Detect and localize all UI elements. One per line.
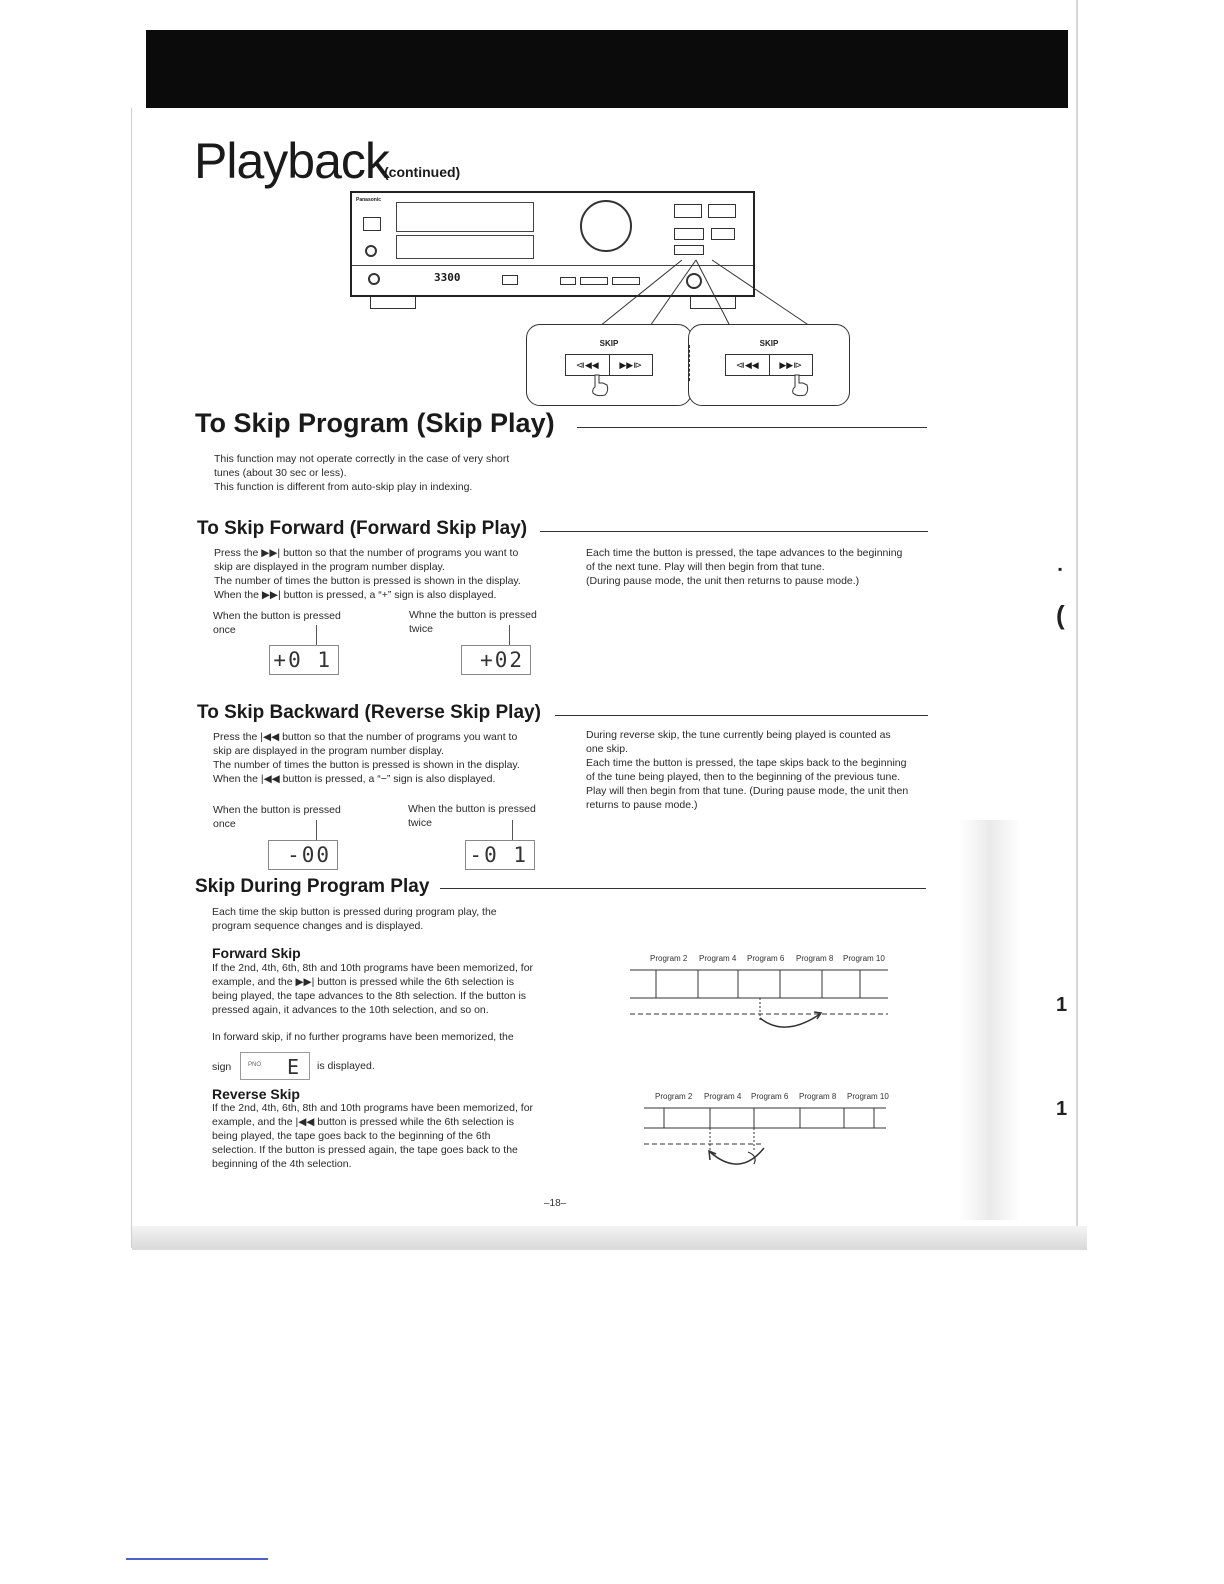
forward-skip-note: In forward skip, if no further programs have been memorized, the — [212, 1031, 514, 1043]
link-underline — [126, 1558, 268, 1560]
skip-backward-text: Press the |◀◀ button so that the number of programs you want to skip are displayed in the program number display. The number of times the button is pressed is shown in the display. When the |◀◀ button is pressed, a “−” sign is also displayed. — [213, 731, 520, 785]
play-button-icon — [674, 204, 702, 218]
skip-forward-icon: ▶▶⧐ — [769, 355, 813, 375]
section-rule — [440, 888, 926, 889]
deck-foot-left — [370, 297, 416, 309]
pause-button-icon — [708, 204, 736, 218]
skip-backward-heading: To Skip Backward (Reverse Skip Play) — [197, 702, 541, 723]
skip-callout-right — [688, 324, 850, 406]
page-title: Playback — [194, 133, 389, 189]
skip-label: SKIP — [599, 339, 619, 348]
caption-once: When the button is pressed once — [213, 610, 341, 636]
sign-prefix: sign — [212, 1061, 232, 1073]
caption-twice: When the button is pressed twice — [408, 803, 536, 829]
skip-back-icon: ⧏◀◀ — [575, 360, 599, 370]
margin-mark: 1 — [1056, 1098, 1068, 1120]
header-band — [146, 30, 1068, 108]
display-window — [396, 202, 534, 232]
display-once: +0 1 — [269, 645, 339, 675]
page-title-sub: (continued) — [384, 164, 461, 180]
brand-label: Panasonic — [356, 197, 382, 203]
section-rule — [540, 531, 928, 532]
forward-skip-diagram: Program 2 Program 4 Program 6 Program 8 Program 10 — [630, 954, 892, 1041]
page-left-edge — [131, 108, 132, 1248]
page-number: –18– — [544, 1198, 567, 1209]
caption-twice: Whne the button is pressed twice — [409, 609, 537, 635]
model-badge: 3300 — [434, 271, 461, 284]
reverse-skip-heading: Reverse Skip — [212, 1086, 300, 1102]
jog-knob-icon — [365, 245, 377, 257]
skip-backward-notes: During reverse skip, the tune currently being played is counted as one skip. Each time the button is pressed, the tape skips back to the beginning of the tune being played, then to the beginning of the previous tune. Play will then begin from that tune. (During pause mode, the unit then returns to pause mode.) — [586, 729, 909, 811]
skip-forward-heading: To Skip Forward (Forward Skip Play) — [197, 518, 528, 539]
tape-track-forward — [630, 966, 892, 1036]
forward-skip-heading: Forward Skip — [212, 945, 301, 961]
display-once: -00 — [268, 840, 338, 870]
section-rule — [577, 427, 927, 428]
margin-mark: ▪ — [1058, 562, 1063, 576]
display-twice: -0 1 — [465, 840, 535, 870]
display-twice: +02 — [461, 645, 531, 675]
finger-pointer-icon — [789, 373, 811, 397]
margin-mark: 1 — [1056, 994, 1068, 1016]
cassette-slot — [396, 235, 534, 259]
scan-bottom-strip — [132, 1226, 1087, 1250]
skip-forward-text: Press the ▶▶| button so that the number of programs you want to skip are displayed in the program number display. The number of times the button is pressed is shown in the display. When the ▶▶| button is pressed, a “+” sign is also displayed. — [214, 547, 521, 601]
skip-forward-icon: ▶▶⧐ — [609, 355, 653, 375]
skip-back-icon: ⧏◀◀ — [735, 360, 759, 370]
power-button-icon — [363, 217, 381, 231]
callout-pointers — [520, 240, 860, 330]
skip-program-heading: To Skip Program (Skip Play) — [195, 408, 555, 438]
skip-forward-notes: Each time the button is pressed, the tape advances to the beginning of the next tune. Play will then begin from that tune. (During pause mode, the unit then returns to pause mode.) — [586, 547, 903, 587]
skip-callout-left — [526, 324, 692, 406]
skip-buttons-icon — [674, 228, 704, 240]
skip-label: SKIP — [759, 339, 779, 348]
caption-once: When the button is pressed once — [213, 804, 341, 830]
margin-mark: ( — [1056, 600, 1065, 630]
skip-program-notes: This function may not operate correctly in the case of very short tunes (about 30 sec or less). This function is different from auto-skip play in indexing. — [214, 453, 510, 493]
reverse-skip-text: If the 2nd, 4th, 6th, 8th and 10th programs have been memorized, for example, and the |◀◀ button is pressed while the 6th selection is being played, the tape goes back to the beginning of the 6th selection. If the button is pressed again, the tape goes back to the beginning of the 4th selection. — [212, 1102, 534, 1170]
rec-button-icon — [502, 275, 518, 285]
skip-during-heading: Skip During Program Play — [195, 876, 430, 897]
page-right-edge — [1076, 0, 1078, 1232]
reverse-skip-diagram: Program 2 Program 4 Program 6 Program 8 Program 10 — [630, 1092, 892, 1189]
tape-track-reverse — [630, 1104, 892, 1184]
headphone-jack-icon — [368, 273, 380, 285]
skip-during-intro: Each time the skip button is pressed during program play, the program sequence changes and is displayed. — [212, 906, 497, 932]
finger-pointer-icon — [589, 373, 611, 397]
forward-skip-text: If the 2nd, 4th, 6th, 8th and 10th programs have been memorized, for example, and the ▶▶| button is pressed while the 6th selection is being played, the tape advances to the 8th selection. If the button is pressed again, it advances to the 10th selection, and so on. — [212, 962, 534, 1016]
end-sign-display: PNO E — [240, 1052, 310, 1080]
sign-suffix: is displayed. — [317, 1060, 375, 1072]
search-buttons-icon — [711, 228, 735, 240]
section-rule — [555, 715, 928, 716]
gutter-shadow — [960, 820, 1020, 1220]
